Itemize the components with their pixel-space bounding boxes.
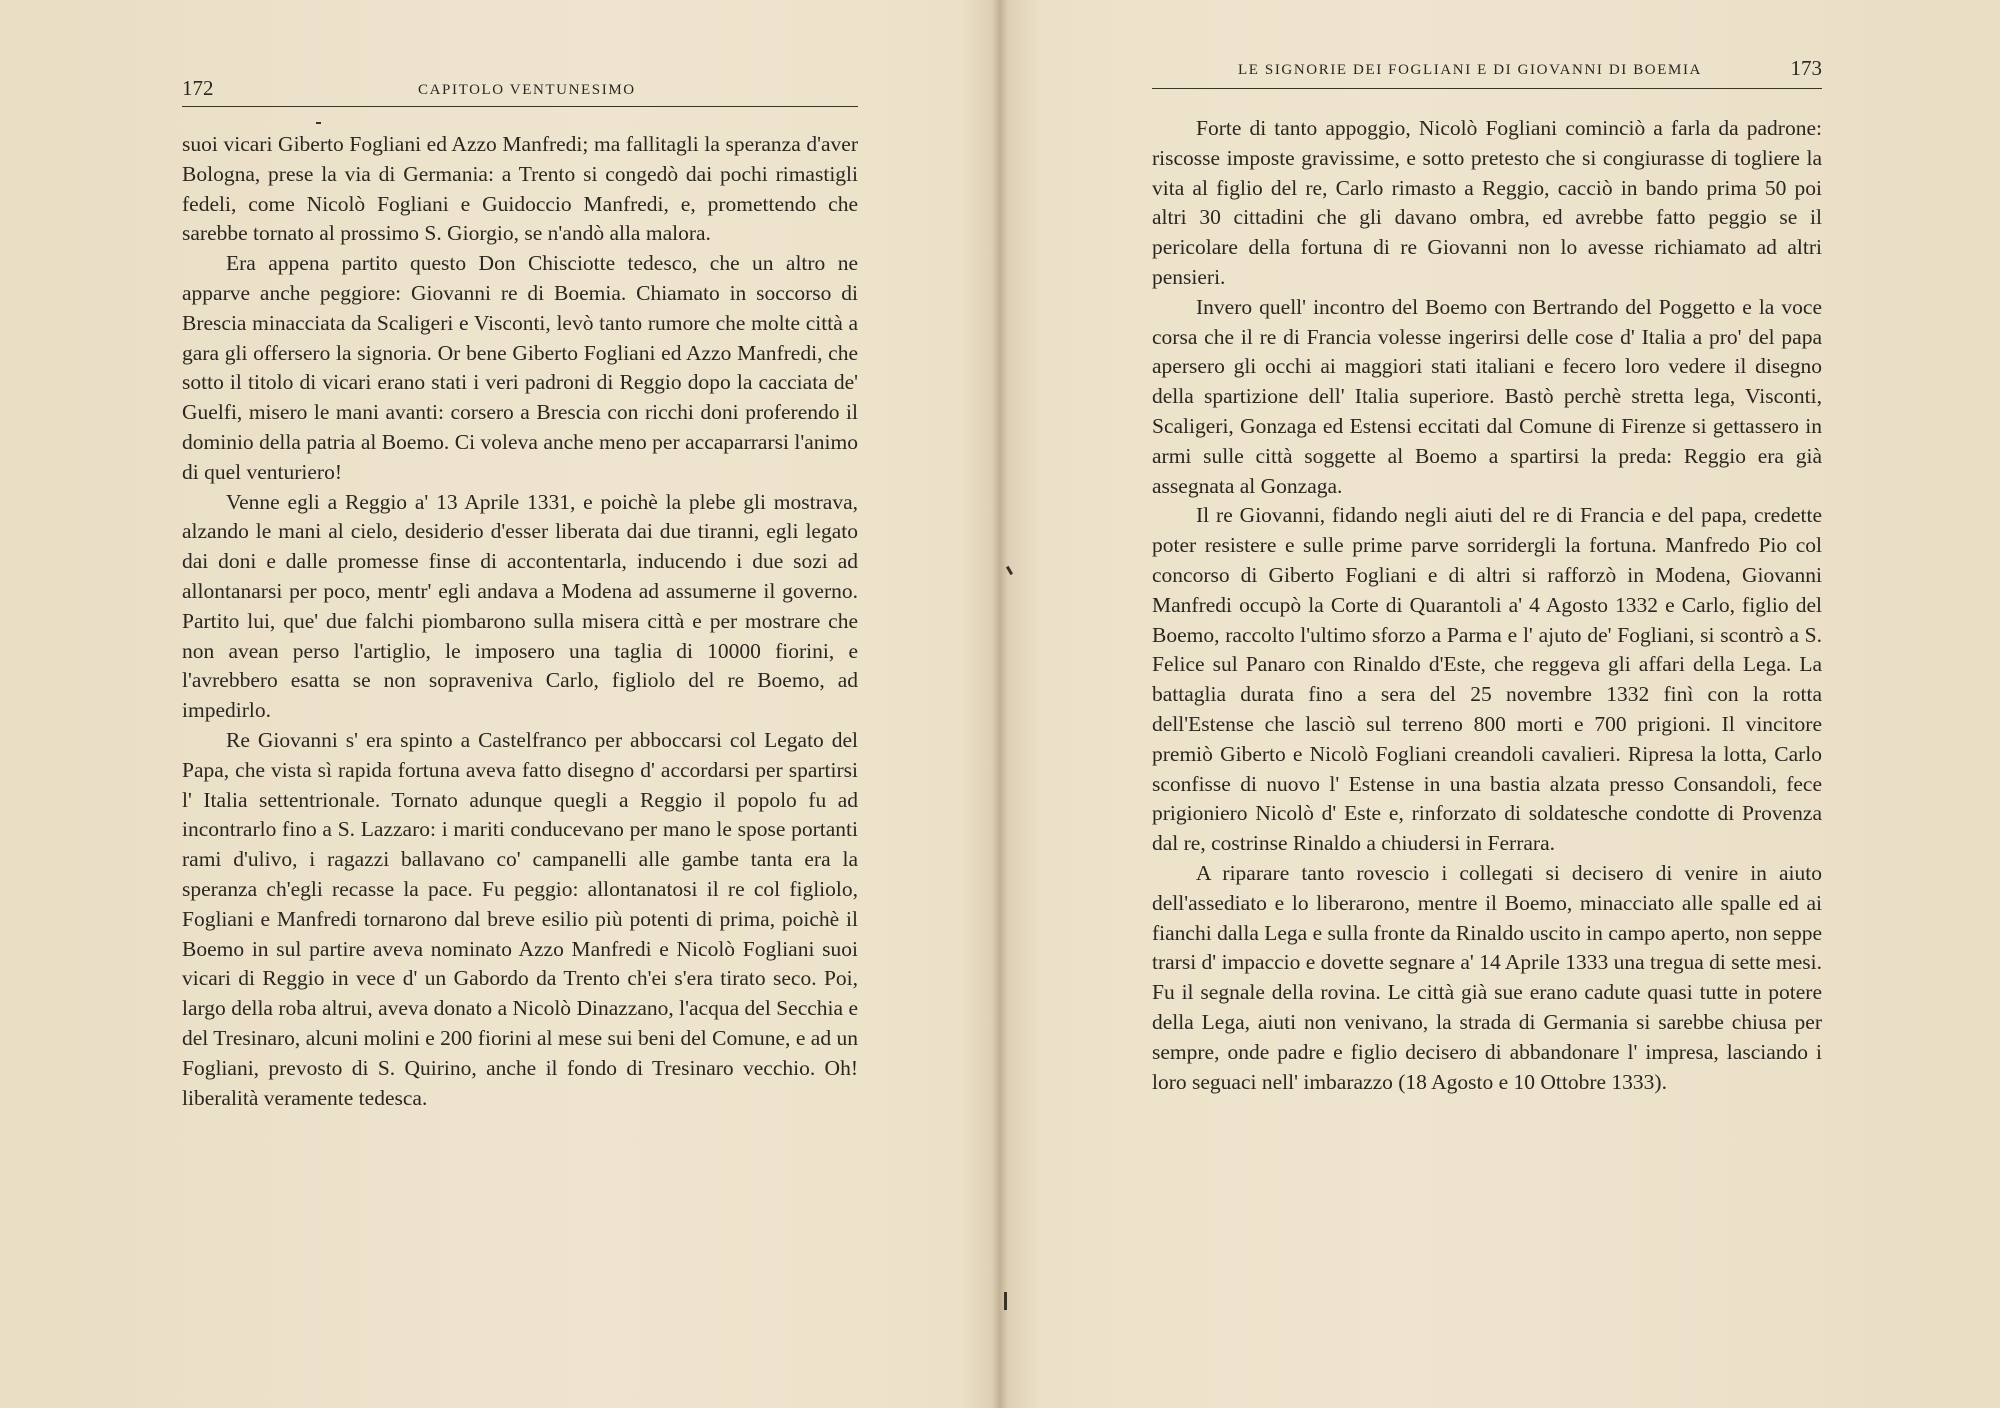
right-running-head	[1152, 56, 1822, 89]
paragraph: Re Giovanni s' era spinto a Castelfranco per abboccarsi col Legato del Papa, che vista sì rapida fortuna aveva fatto disegno d' accordarsi per spartirsi l' Italia settentrionale. Tornato adunque quegli a Reggio il popolo fu ad incontrarlo fino a S. Lazzaro: i mariti conducevano per mano le spose portanti rami d'ulivo, i ragazzi ballavano co' campanelli alle gambe tanta era la speranza ch'egli recasse la pace. Fu peggio: allontanatosi il re col figliolo, Fogliani e Manfredi tornarono dal breve esilio più potenti di prima, poichè il Boemo in sul partire aveva nominato Azzo Manfredi e Nicolò Fogliani suoi vicari di Reggio in vece d' un Gabordo da Trento ch'ei s'era tirato seco. Poi, largo della roba altrui, aveva donato a Nicolò Dinazzano, l'acqua del Secchia e del Tresinaro, alcuni molini e 200 fiorini al mese sui beni del Comune, e ad un Fogliani, prevosto di S. Quirino, anche il fondo di Tresinaro vecchio. Oh! liberalità veramente tedesca.	[182, 727, 858, 1110]
margin-speck	[316, 122, 321, 124]
right-chapter-title: LE SIGNORIE DEI FOGLIANI E DI GIOVANNI DI BOEMIA	[1238, 62, 1702, 78]
paragraph: Era appena partito questo Don Chisciotte tedesco, che un altro ne apparve anche peggiore: Giovanni re di Boemia. Chiamato in soccorso di Brescia minacciata da Scaligeri e Visconti, levò tanto rumore che molte città a gara gli offersero la signoria. Or bene Giberto Fogliani ed Azzo Manfredi, che sotto il titolo di vicari erano stati i veri padroni di Reggio dopo la cacciata de' Guelfi, misero le mani avanti: corsero a Brescia con ricchi doni proferendo il dominio della patria al Boemo. Ci voleva anche meno per accaparrarsi l'animo di quel venturiero!	[182, 251, 858, 484]
paragraph: suoi vicari Giberto Fogliani ed Azzo Manfredi; ma fallitagli la speranza d'aver Bologna, prese la via di Germania: a Trento si congedò dai pochi rimastigli fedeli, come Nicolò Fogliani e Guidoccio Manfredi, e, promettendo che sarebbe tornato al prossimo S. Giorgio, se n'andò alla malora.	[182, 132, 858, 246]
paragraph: Il re Giovanni, fidando negli aiuti del re di Francia e del papa, credette poter resistere e sulle prime parve sorridergli la fortuna. Manfredo Pio col concorso di Giberto Fogliani e di altri si rafforzò in Modena, Giovanni Manfredi occupò la Corte di Quarantoli a' 4 Agosto 1332 e Carlo, figlio del Boemo, raccolto l'ultimo sforzo a Parma e l' ajuto de' Fogliani, si scontrò a S. Felice sul Panaro con Rinaldo d'Este, che reggeva gli affari della Lega. La battaglia durata fino a sera del 25 novembre 1332 finì con la rotta dell'Estense che lasciò sul terreno 800 morti e 700 prigioni. Il vincitore premiò Giberto e Nicolò Fogliani creandoli cavalieri. Ripresa la lotta, Carlo sconfisse di nuovo l' Estense in una bastia alzata presso Consandoli, fece prigioniero Nicolò d' Este e, rinforzato di soldatesche condotte di Provenza dal re, costrinse Rinaldo a chiudersi in Ferrara.	[1152, 503, 1822, 856]
left-text-block	[182, 130, 858, 1113]
right-text-block	[1152, 114, 1822, 1097]
left-running-head	[182, 76, 858, 107]
left-page-number: 172	[182, 76, 214, 100]
margin-speck	[1004, 1292, 1007, 1310]
right-page	[1000, 0, 2000, 1408]
paragraph: Forte di tanto appoggio, Nicolò Fogliani cominciò a farla da padrone: riscosse imposte gravissime, e sotto pretesto che si congiurasse di togliere la vita al figlio del re, Carlo rimasto a Reggio, cacciò in bando prima 50 poi altri 30 cittadini che gli davano ombra, ed avrebbe fatto peggio se il pericolare della fortuna di re Giovanni non lo avesse richiamato ad altri pensieri.	[1152, 116, 1822, 289]
paragraph: Invero quell' incontro del Boemo con Bertrando del Poggetto e la voce corsa che il re di Francia volesse ingerirsi delle cose d' Italia a pro' del papa apersero gli occhi ai maggiori stati italiani e fecero loro vedere il disegno della spartizione dell' Italia superiore. Bastò perchè stretta lega, Visconti, Scaligeri, Gonzaga ed Estensi eccitati dal Comune di Firenze si gettassero in armi sulle città soggette al Boemo a spartirsi la preda: Reggio era già assegnata al Gonzaga.	[1152, 294, 1822, 498]
right-page-number: 173	[1790, 56, 1822, 80]
paragraph: Venne egli a Reggio a' 13 Aprile 1331, e poichè la plebe gli mostrava, alzando le mani al cielo, desiderio d'esser liberata dai due tiranni, egli legato dai doni e dalle promesse finse di accontentarla, inducendo i due sozi ad allontanarsi per poco, mentr' egli andava a Modena ad assumerne il governo. Partito lui, que' due falchi piombarono sulla misera città e per mostrare che non avean perso l'artiglio, le imposero una taglia di 10000 fiorini, e l'avrebbero esatta se non sopraveniva Carlo, figliolo del re Boemo, ad impedirlo.	[182, 489, 858, 723]
paragraph: A riparare tanto rovescio i collegati si decisero di venire in aiuto dell'assediato e lo liberarono, mentre il Boemo, minacciato alle spalle ed ai fianchi dalla Lega e sulla fronte da Rinaldo uscito in campo aperto, non seppe trarsi d' impaccio e dovette segnare a' 14 Aprile 1333 una tregua di sette mesi. Fu il segnale della rovina. Le città già sue erano cadute quasi tutte in potere della Lega, aiuti non venivano, la strada di Germania si sarebbe chiusa per sempre, onde padre e figlio decisero di abbandonare l' impresa, lasciando i loro seguaci nell' imbarazzo (18 Agosto e 10 Ottobre 1333).	[1152, 860, 1822, 1094]
left-chapter-title: CAPITOLO VENTUNESIMO	[418, 82, 636, 98]
